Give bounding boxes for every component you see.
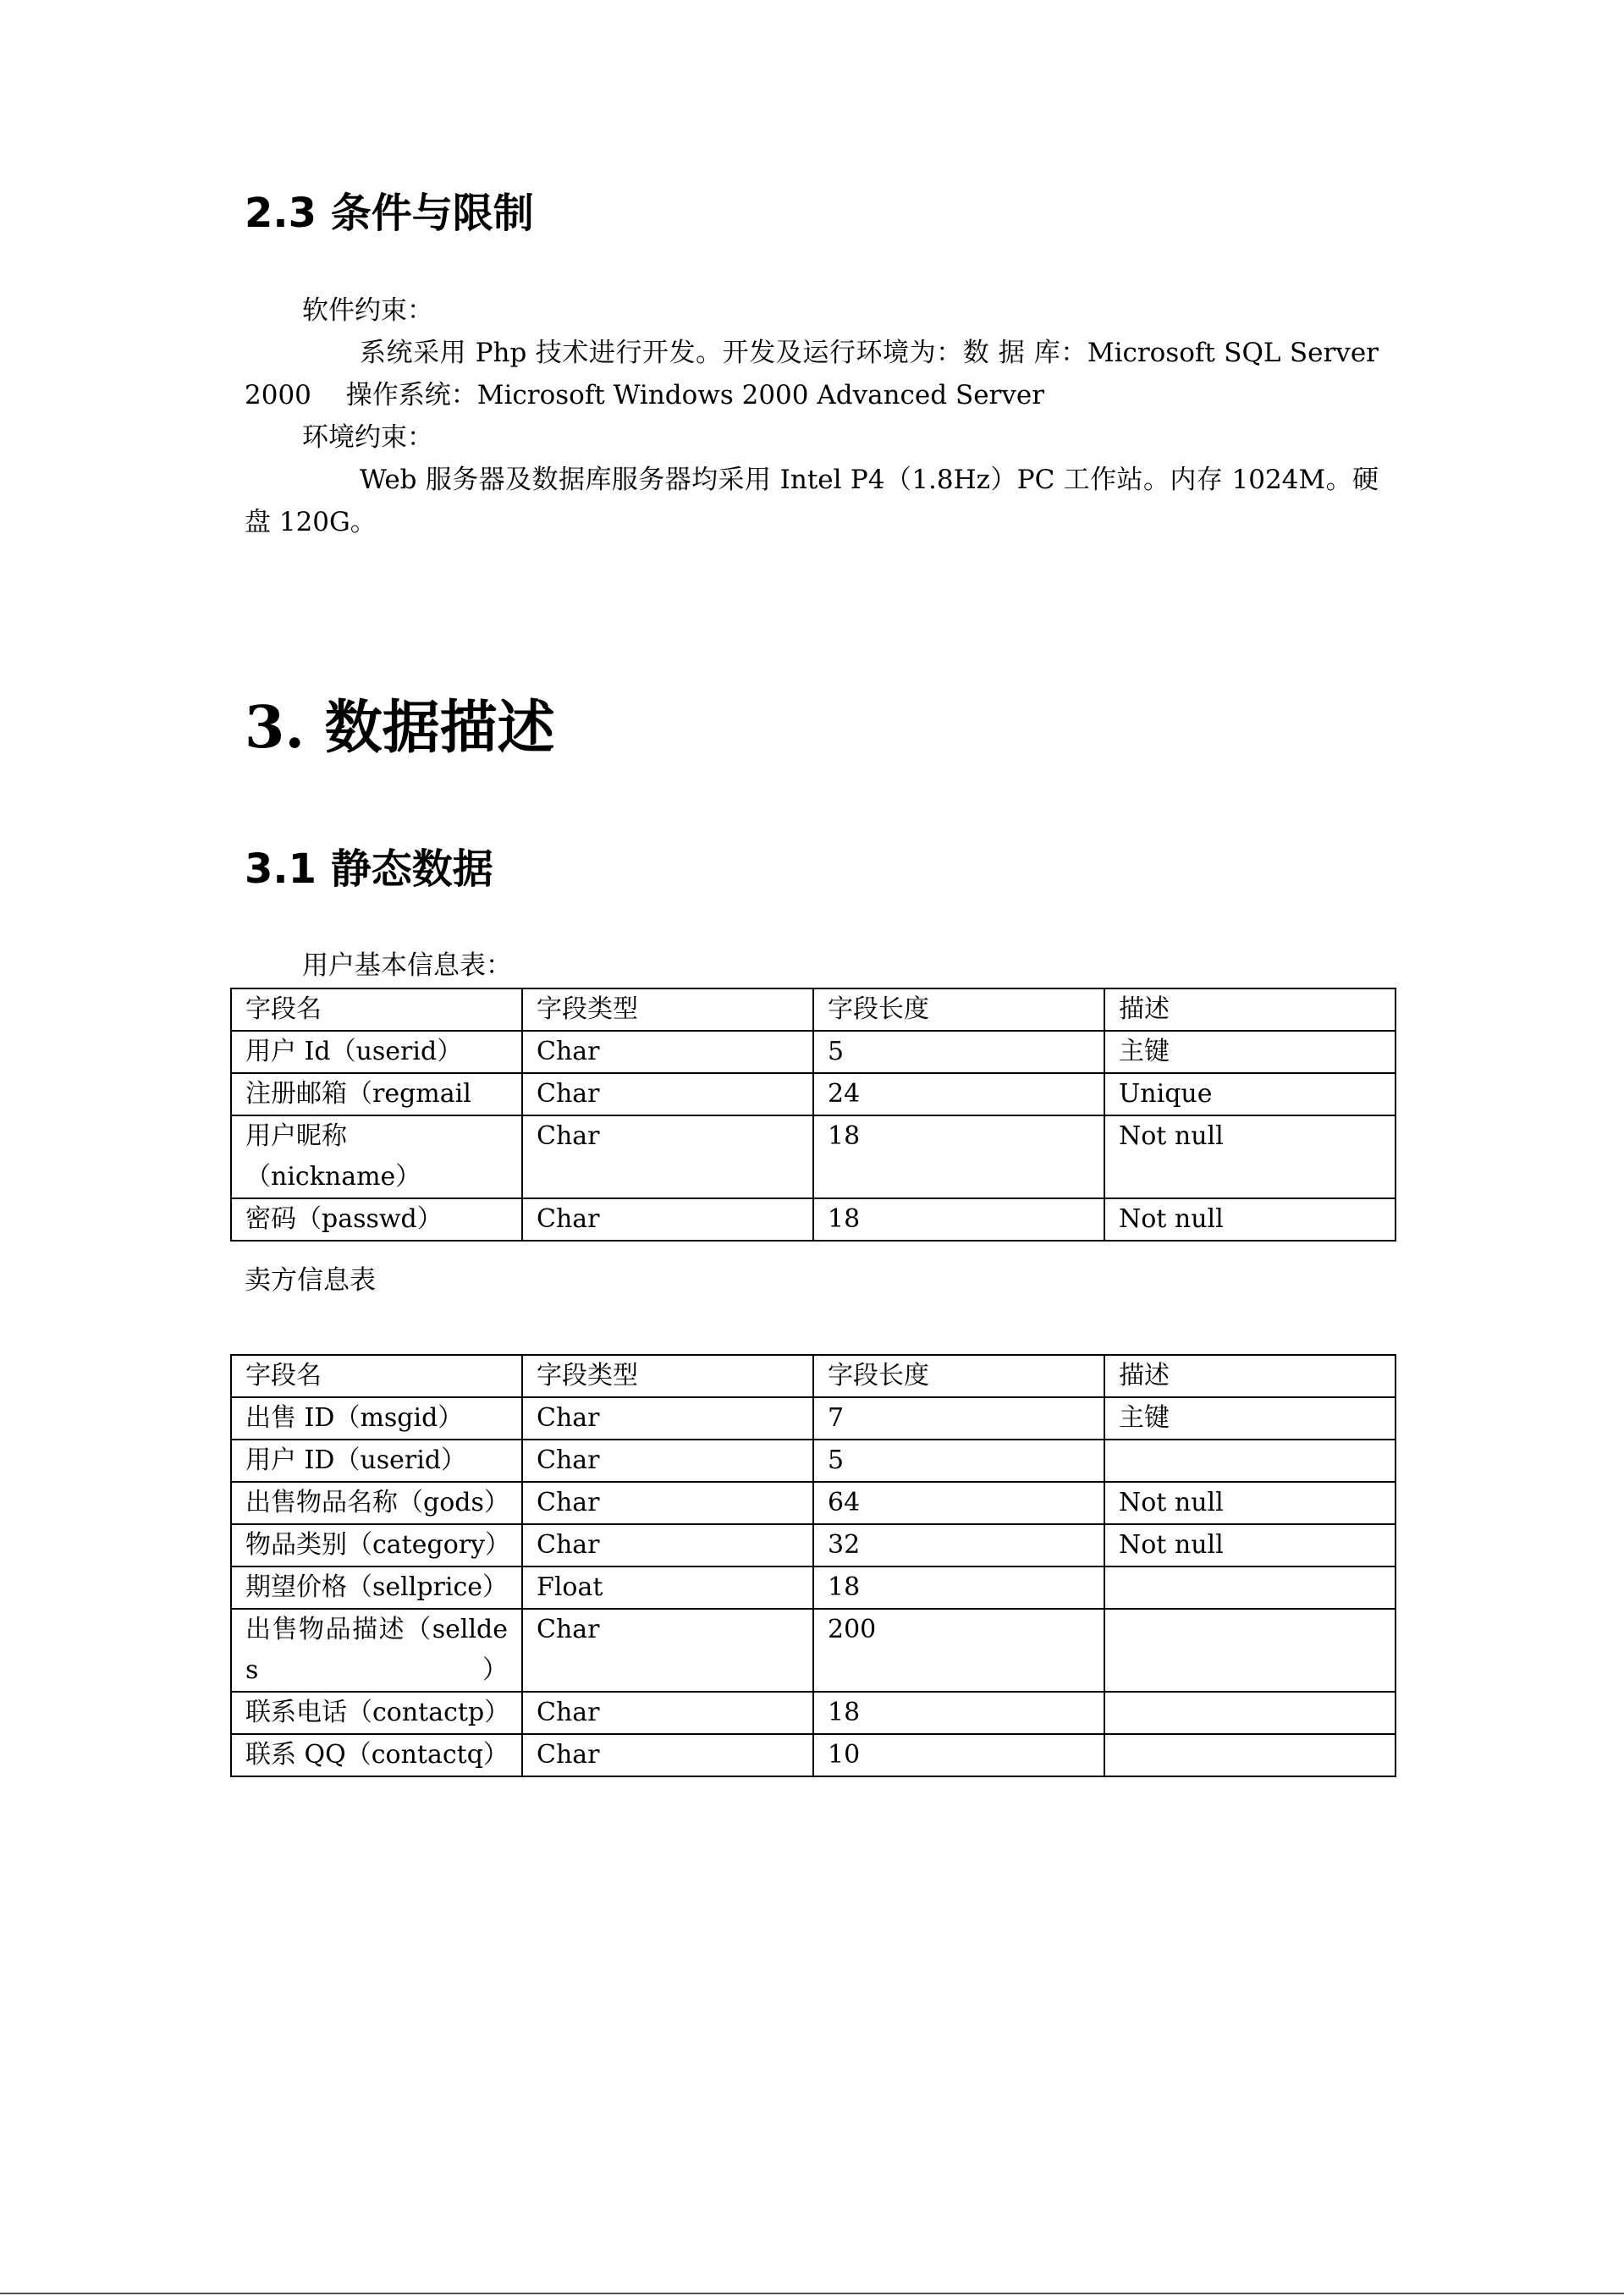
table-cell: 密码（passwd） — [231, 1198, 522, 1241]
header-cell: 字段名 — [231, 1355, 522, 1397]
table1-caption: 用户基本信息表： — [302, 950, 512, 981]
table-row — [231, 1440, 1396, 1482]
table-cell: 18 — [813, 1566, 1104, 1609]
table-cell: 用户 Id（userid） — [231, 1031, 522, 1073]
table-cell: 期望价格（sellprice） — [231, 1566, 522, 1609]
table-cell: Char — [522, 1440, 813, 1482]
environment-constraint-label: 环境约束： — [302, 422, 433, 453]
software-constraint-text: 系统采用 Php 技术进行开发。开发及运行环境为：数 据 库：Microsoft SQL Server 2000 操作系统：Microsoft Windows 2000 Advanced Server — [245, 338, 1379, 410]
section-heading-3-1: 3.1 静态数据 — [245, 845, 493, 893]
table-cell: 出售物品名称（gods） — [231, 1482, 522, 1524]
table-cell: 7 — [813, 1397, 1104, 1440]
table-row — [231, 1031, 1396, 1073]
table-cell: Char — [522, 1073, 813, 1115]
table-cell — [1104, 1440, 1396, 1482]
table-row — [231, 1073, 1396, 1115]
table-cell: Char — [522, 1609, 813, 1692]
table-header-row — [231, 988, 1396, 1031]
table-cell: 18 — [813, 1198, 1104, 1241]
table-cell: Char — [522, 1524, 813, 1566]
table-cell: Char — [522, 1482, 813, 1524]
table-row — [231, 1566, 1396, 1609]
table-cell: Not null — [1104, 1482, 1396, 1524]
table-cell: Char — [522, 1115, 813, 1198]
table-cell: 主键 — [1104, 1031, 1396, 1073]
table-cell: Char — [522, 1198, 813, 1241]
table-cell: 用户昵称（nickname） — [231, 1115, 522, 1198]
header-cell: 字段长度 — [813, 988, 1104, 1031]
environment-constraint-text: Web 服务器及数据库服务器均采用 Intel P4（1.8Hz）PC 工作站。内存 1024M。硬盘 120G。 — [245, 465, 1379, 537]
table-header-row — [231, 1355, 1396, 1397]
header-cell: 字段类型 — [522, 1355, 813, 1397]
table-cell: 联系电话（contactp） — [231, 1692, 522, 1734]
table-cell: 注册邮箱（regmail — [231, 1073, 522, 1115]
header-cell: 描述 — [1104, 1355, 1396, 1397]
table-row — [231, 1524, 1396, 1566]
seller-info-table — [230, 1354, 1396, 1777]
table-cell: Char — [522, 1397, 813, 1440]
table-cell: 18 — [813, 1115, 1104, 1198]
table-cell: 32 — [813, 1524, 1104, 1566]
table-cell: Char — [522, 1692, 813, 1734]
table-cell: 200 — [813, 1609, 1104, 1692]
page-bottom-divider — [0, 2293, 1624, 2294]
table-cell: 物品类别（category） — [231, 1524, 522, 1566]
section-heading-3: 3. 数据描述 — [245, 694, 555, 762]
table-cell: 出售 ID（msgid） — [231, 1397, 522, 1440]
table-cell: Unique — [1104, 1073, 1396, 1115]
table-cell: 24 — [813, 1073, 1104, 1115]
table-row — [231, 1198, 1396, 1241]
header-cell: 描述 — [1104, 988, 1396, 1031]
table-row — [231, 1609, 1396, 1692]
table-row — [231, 1734, 1396, 1776]
header-cell: 字段名 — [231, 988, 522, 1031]
table-cell — [1104, 1734, 1396, 1776]
table-cell: 5 — [813, 1031, 1104, 1073]
software-constraint-label: 软件约束： — [302, 295, 433, 326]
header-cell: 字段类型 — [522, 988, 813, 1031]
table-cell: 5 — [813, 1440, 1104, 1482]
table-cell: Float — [522, 1566, 813, 1609]
table-cell — [1104, 1566, 1396, 1609]
table-cell — [1104, 1609, 1396, 1692]
user-info-table — [230, 988, 1396, 1242]
table-cell: Char — [522, 1734, 813, 1776]
table-cell: Char — [522, 1031, 813, 1073]
table-cell: Not null — [1104, 1524, 1396, 1566]
table-cell: 64 — [813, 1482, 1104, 1524]
section-heading-2-3: 2.3 条件与限制 — [245, 190, 534, 237]
table-cell: 10 — [813, 1734, 1104, 1776]
table-cell: Not null — [1104, 1115, 1396, 1198]
table-cell: Not null — [1104, 1198, 1396, 1241]
table-cell: 联系 QQ（contactq） — [231, 1734, 522, 1776]
table2-caption: 卖方信息表 — [245, 1265, 376, 1296]
header-cell: 字段长度 — [813, 1355, 1104, 1397]
table-cell: 主键 — [1104, 1397, 1396, 1440]
table-row — [231, 1692, 1396, 1734]
table-cell: 出售物品描述（selldes） — [231, 1609, 522, 1692]
table-cell — [1104, 1692, 1396, 1734]
table-cell: 18 — [813, 1692, 1104, 1734]
table-row — [231, 1482, 1396, 1524]
table-row — [231, 1115, 1396, 1198]
table-row — [231, 1397, 1396, 1440]
table-cell: 用户 ID（userid） — [231, 1440, 522, 1482]
